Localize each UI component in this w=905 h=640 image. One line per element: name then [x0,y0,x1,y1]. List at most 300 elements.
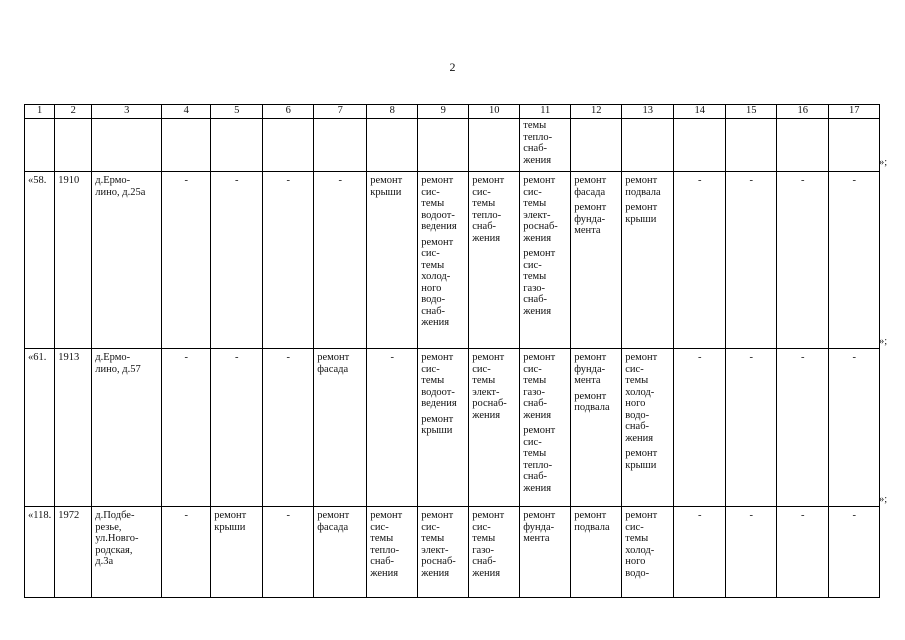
cell-text-line: ремонт [214,510,247,521]
cell-text-line: фунда- [574,363,606,375]
cell-text-line: сис- [421,521,440,533]
column-number-7: 7 [314,105,367,119]
work-entry [165,175,207,187]
cell-text-line: ремонт [625,175,658,186]
cell-text-line: фунда- [523,521,555,533]
work-entry [625,202,670,225]
work-entry [28,352,51,364]
work-entry [58,352,88,364]
cell-text-line: снаб- [370,556,395,567]
cell-text-line: тепло- [523,459,553,471]
table-cell-col-13 [622,172,674,349]
cell-text-line: темы [370,533,394,544]
work-entry [625,448,670,471]
row-closing-quote-mark: »; [879,157,888,168]
table-cell-col-6 [263,349,314,507]
cell-text-line: снаб- [625,421,650,432]
table-cell-col-13 [622,119,674,172]
cell-text-line: - [286,510,290,521]
table-cell-col-7 [314,507,367,598]
table-cell-col-17 [829,507,880,598]
work-entry [95,510,158,568]
work-entry [266,352,310,364]
cell-text-line: ул.Новго- [95,533,139,544]
cell-text-line: д.Ермо- [95,175,131,186]
cell-text-line: «58. [28,175,47,186]
cell-text-line: «61. [28,352,47,363]
table-cell-col-6 [263,119,314,172]
cell-text-line: сис- [472,363,491,375]
cell-text-line: темы [472,198,496,209]
table-cell-col-10 [469,349,520,507]
cell-text-line: водо- [625,567,650,579]
cell-text-line: темы [523,448,547,459]
cell-text-line: ремонт [370,510,403,521]
cell-text-line: - [749,175,753,186]
cell-text-line: мента [523,533,550,544]
table-cell-col-8 [367,119,418,172]
cell-text-line: - [235,352,239,363]
cell-text-line: - [749,352,753,363]
table-cell-col-3 [92,172,162,349]
work-entry [58,175,88,187]
cell-text-line: - [698,175,702,186]
work-entry [574,175,618,198]
cell-text-line: темы [625,533,649,544]
work-entry [317,175,363,187]
cell-text-line: 1910 [58,175,80,186]
cell-text-line: водоот- [421,386,455,398]
cell-text-line: - [698,352,702,363]
table-cell-col-16 [777,172,829,349]
cell-text-line: снаб- [523,294,548,305]
cell-text-line: жения [421,567,450,579]
table-cell-col-6 [263,507,314,598]
table-cell-col-6 [263,172,314,349]
cell-text-line: ремонт [523,510,556,521]
cell-text-line: темы [625,375,649,386]
table-cell-col-14 [674,172,726,349]
cell-text-line: ремонт [317,510,350,521]
table-cell-col-11 [520,119,571,172]
cell-text-line: ведения [421,398,457,409]
cell-text-line: роснаб- [523,221,558,232]
cell-text-line: холод- [625,544,655,556]
table-cell-col-12 [571,349,622,507]
cell-text-line: темы [421,198,445,209]
cell-text-line: снаб- [523,471,548,482]
work-entry [523,120,567,166]
cell-text-line: ремонт [421,175,454,186]
work-entry [625,175,670,198]
cell-text-line: фасада [574,186,606,198]
cell-text-line: сис- [472,521,491,533]
table-row [25,507,880,598]
work-entry [780,510,825,522]
work-entry [523,352,567,421]
work-entry [677,175,722,187]
cell-text-line: - [286,352,290,363]
cell-text-line: подвала [625,186,661,198]
table-cell-col-1 [25,507,55,598]
cell-text-line: - [184,352,188,363]
cell-text-line: сис- [523,436,542,448]
work-entry [95,175,158,198]
cell-text-line: темы [472,375,496,386]
work-entry [472,510,516,579]
table-cell-col-7 [314,119,367,172]
cell-text-line: ремонт [421,236,454,248]
table-cell-col-15 [726,349,777,507]
work-entry [266,510,310,522]
column-number-13: 13 [622,105,674,119]
table-cell-col-11 [520,349,571,507]
table-cell-col-9 [418,507,469,598]
cell-text-line: тепло- [523,131,553,143]
table-cell-col-14 [674,119,726,172]
cell-text-line: холод- [421,271,451,282]
cell-text-line: - [338,175,342,186]
table-cell-col-15 [726,119,777,172]
table-row [25,349,880,507]
work-entry [214,352,259,364]
cell-text-line: снаб- [523,398,548,409]
cell-text-line: ного [421,282,442,294]
cell-text-line: ремонт [523,352,556,363]
table-cell-col-8 [367,507,418,598]
cell-text-line: - [852,175,856,186]
work-entry [625,352,670,444]
cell-text-line: ремонт [370,175,403,186]
cell-text-line: - [390,352,394,363]
work-entry [370,352,414,364]
cell-text-line: ремонт [472,175,505,186]
cell-text-line: темы [421,533,445,544]
page-number: 2 [449,60,456,74]
cell-text-line: ремонт [625,510,658,521]
column-number-9: 9 [418,105,469,119]
cell-text-line: ремонт [523,248,556,259]
cell-text-line: фасада [317,363,349,375]
table-cell-col-7 [314,349,367,507]
cell-text-line: «118. [28,510,52,521]
cell-text-line: элект- [472,386,500,398]
column-number-8: 8 [367,105,418,119]
column-number-10: 10 [469,105,520,119]
column-number-2: 2 [55,105,92,119]
work-entry [574,510,618,533]
cell-text-line: жения [472,567,501,579]
cell-text-line: резье, [95,521,122,533]
column-number-3: 3 [92,105,162,119]
work-entry [370,510,414,579]
cell-text-line: сис- [472,186,491,198]
cell-text-line: водоот- [421,209,455,221]
work-entry [165,352,207,364]
cell-text-line: жения [523,482,552,494]
cell-text-line: ремонт [574,202,607,213]
cell-text-line: сис- [523,259,542,271]
cell-text-line: ремонт [574,510,607,521]
cell-text-line: ремонт [625,352,658,363]
table-cell-col-15 [726,172,777,349]
table-cell-col-4 [162,119,211,172]
work-entry [523,425,567,494]
work-entry [421,237,465,329]
table-cell-col-4 [162,507,211,598]
cell-text-line: ремонт [625,448,658,459]
column-number-16: 16 [777,105,829,119]
cell-text-line: - [184,175,188,186]
cell-text-line: сис- [421,363,440,375]
cell-text-line: жения [523,409,552,421]
cell-text-line: жения [523,154,552,166]
work-entry [523,510,567,545]
cell-text-line: 1972 [58,510,80,521]
work-entry [729,175,773,187]
cell-text-line: ремонт [472,352,505,363]
cell-text-line: тепло- [472,209,502,221]
cell-text-line: ремонт [317,352,350,363]
work-entry [58,510,88,522]
cell-text-line: ремонт [523,425,556,436]
table-cell-col-9 [418,119,469,172]
cell-text-line: сис- [421,186,440,198]
table-cell-col-9 [418,172,469,349]
cell-text-line: холод- [625,386,655,398]
row-closing-quote-mark: »; [879,494,888,505]
work-entry [574,352,618,387]
work-entry [729,510,773,522]
cell-text-line: ремонт [421,413,454,425]
cell-text-line: - [801,510,805,521]
column-number-12: 12 [571,105,622,119]
work-entry [472,352,516,421]
work-entry [780,175,825,187]
table-cell-col-3 [92,349,162,507]
table-cell-col-11 [520,507,571,598]
work-entry [28,175,51,187]
table-cell-col-14 [674,507,726,598]
column-number-5: 5 [211,105,263,119]
table-cell-col-17 [829,172,880,349]
cell-text-line: роснаб- [472,398,507,409]
cell-text-line: жения [523,305,552,317]
work-entry [780,352,825,364]
cell-text-line: - [801,175,805,186]
table-cell-col-17 [829,349,880,507]
cell-text-line: лино, д.25а [95,186,146,198]
work-entry [28,510,51,522]
cell-text-line: сис- [523,186,542,198]
work-entry [677,352,722,364]
table-cell-col-8 [367,172,418,349]
table-cell-col-12 [571,172,622,349]
work-entry [214,175,259,187]
table-cell-col-2 [55,349,92,507]
cell-text-line: ремонт [574,175,607,186]
cell-text-line: д.Подбе- [95,510,135,521]
cell-text-line: снаб- [523,143,548,154]
cell-text-line: - [286,175,290,186]
table-cell-col-3 [92,119,162,172]
table-cell-col-12 [571,507,622,598]
table-cell-col-8 [367,349,418,507]
table-cell-col-1 [25,172,55,349]
work-entry [625,510,670,579]
work-entry [165,510,207,522]
cell-text-line: водо- [625,409,650,421]
table-cell-col-16 [777,349,829,507]
cell-text-line: ного [625,556,646,567]
work-entry [677,510,722,522]
cell-text-line: жения [523,232,552,244]
cell-text-line: снаб- [421,305,446,317]
cell-text-line: элект- [421,544,449,556]
cell-text-line: - [801,352,805,363]
cell-text-line: сис- [370,521,389,533]
column-number-4: 4 [162,105,211,119]
table-cell-col-1 [25,349,55,507]
table-cell-col-5 [211,119,263,172]
cell-text-line: темы [523,375,547,386]
work-entry [832,352,876,364]
cell-text-line: тепло- [370,544,400,556]
cell-text-line: темы [523,271,547,282]
table-cell-col-15 [726,507,777,598]
cell-text-line: мента [574,375,601,386]
cell-text-line: темы [523,120,547,131]
cell-text-line: подвала [574,521,610,533]
cell-text-line: крыши [370,186,402,198]
work-entry [370,175,414,198]
column-number-14: 14 [674,105,726,119]
work-entry [832,510,876,522]
work-entry [421,414,465,437]
table-cell-col-1 [25,119,55,172]
cell-text-line: ремонт [574,390,607,402]
cell-text-line: крыши [421,425,453,436]
table-cell-col-11 [520,172,571,349]
cell-text-line: крыши [625,459,657,471]
cell-text-line: фунда- [574,213,606,225]
table-cell-col-5 [211,507,263,598]
cell-text-line: д.Ермо- [95,352,131,363]
work-entry [574,391,618,414]
cell-text-line: ведения [421,221,457,232]
work-entry [266,175,310,187]
work-entry [214,510,259,533]
column-number-17: 17 [829,105,880,119]
table-cell-col-12 [571,119,622,172]
work-entry [523,175,567,244]
table-cell-col-5 [211,349,263,507]
table-cell-col-5 [211,172,263,349]
table-cell-col-10 [469,119,520,172]
table-cell-col-3 [92,507,162,598]
table-row [25,119,880,172]
cell-text-line: ремонт [472,510,505,521]
work-entry [832,175,876,187]
cell-text-line: д.3а [95,556,114,567]
work-entry [317,510,363,533]
table-cell-col-2 [55,172,92,349]
table-cell-col-10 [469,507,520,598]
cell-text-line: жения [472,232,501,244]
cell-text-line: сис- [421,248,440,259]
cell-text-line: газо- [523,386,546,398]
cell-text-line: ного [625,398,646,409]
cell-text-line: - [184,510,188,521]
cell-text-line: - [698,510,702,521]
cell-text-line: темы [421,259,445,271]
table-cell-col-2 [55,119,92,172]
work-entry [421,352,465,410]
table-cell-col-10 [469,172,520,349]
cell-text-line: мента [574,225,601,236]
cell-text-line: ремонт [625,202,658,213]
row-closing-quote-mark: »; [879,336,888,347]
table-cell-col-2 [55,507,92,598]
cell-text-line: - [749,510,753,521]
cell-text-line: 1913 [58,352,80,363]
cell-text-line: темы [523,198,547,209]
cell-text-line: ремонт [421,352,454,363]
cell-text-line: ремонт [421,510,454,521]
cell-text-line: газо- [472,544,495,556]
repair-works-table [24,104,880,598]
work-entry [472,175,516,244]
cell-text-line: сис- [523,363,542,375]
cell-text-line: крыши [625,213,657,225]
cell-text-line: газо- [523,282,546,294]
table-cell-col-9 [418,349,469,507]
table-cell-col-4 [162,172,211,349]
table-cell-col-4 [162,349,211,507]
column-number-6: 6 [263,105,314,119]
cell-text-line: фасада [317,521,349,533]
cell-text-line: жения [370,567,399,579]
work-entry [421,510,465,579]
cell-text-line: жения [472,409,501,421]
cell-text-line: подвала [574,402,610,413]
cell-text-line: роснаб- [421,556,456,567]
cell-text-line: ремонт [523,175,556,186]
cell-text-line: лино, д.57 [95,363,141,375]
column-number-11: 11 [520,105,571,119]
table-cell-col-14 [674,349,726,507]
cell-text-line: - [235,175,239,186]
cell-text-line: водо- [421,294,446,305]
cell-text-line: ремонт [574,352,607,363]
cell-text-line: темы [421,375,445,386]
work-entry [574,202,618,237]
cell-text-line: родская, [95,544,133,556]
column-number-1: 1 [25,105,55,119]
table-cell-col-16 [777,507,829,598]
work-entry [95,352,158,375]
cell-text-line: - [852,352,856,363]
cell-text-line: элект- [523,209,551,221]
work-entry [523,248,567,317]
table-row [25,172,880,349]
column-number-header-row [25,105,880,119]
cell-text-line: крыши [214,521,246,533]
cell-text-line: снаб- [472,556,497,567]
cell-text-line: сис- [625,521,644,533]
table-cell-col-16 [777,119,829,172]
table-cell-col-17 [829,119,880,172]
